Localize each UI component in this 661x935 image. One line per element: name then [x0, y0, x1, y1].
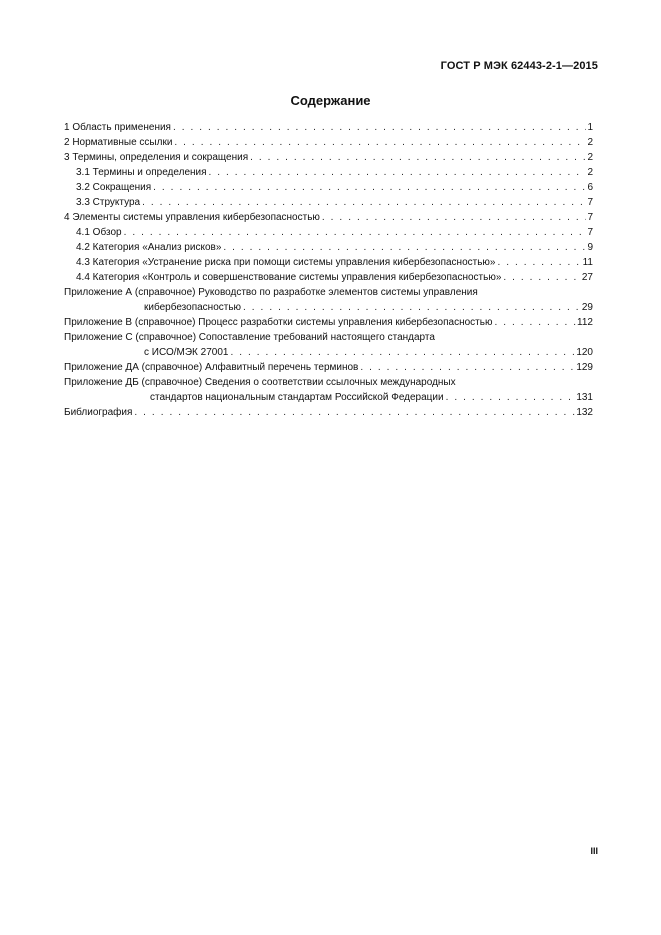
toc-page-number: 7 [587, 197, 593, 208]
toc-page-number: 29 [581, 302, 593, 313]
toc-entry-4-4[interactable] [64, 270, 593, 285]
toc-entry-text: кибербезопасностью [144, 302, 242, 313]
toc-page-number: 9 [587, 242, 593, 253]
dot-leader [503, 270, 580, 285]
toc-entry-text: Приложение В (справочное) Процесс разработки системы управления кибербезопасностью [64, 317, 493, 328]
dot-leader [174, 135, 586, 150]
toc-page-number: 2 [587, 167, 593, 178]
toc-entry-appendix-db[interactable] [64, 375, 593, 405]
toc-entry-appendix-a[interactable] [64, 285, 593, 315]
toc-entry-3-2[interactable] [64, 180, 593, 195]
toc-page-number: 11 [582, 257, 593, 268]
toc-entry-text: стандартов национальным стандартам Российской Федерации [150, 392, 444, 403]
toc-page-number: 112 [577, 317, 593, 328]
toc-entry-appendix-da[interactable] [64, 360, 593, 375]
toc-page-number: 2 [587, 152, 593, 163]
toc-entry-4[interactable] [64, 210, 593, 225]
toc-entry-3[interactable] [64, 150, 593, 165]
toc-entry-4-1[interactable] [64, 225, 593, 240]
toc-entry-text: 4.1 Обзор [76, 227, 122, 238]
toc-page-number: 132 [576, 407, 593, 418]
toc-entry-text: 3.2 Сокращения [76, 182, 152, 193]
toc-page-number: 120 [576, 347, 593, 358]
toc-entry-text: 4.4 Категория «Контроль и совершенствование системы управления кибербезопасностью» [76, 272, 502, 283]
toc-entry-4-3[interactable] [64, 255, 593, 270]
toc-entry-first-line: Приложение С (справочное) Сопоставление требований настоящего стандарта [64, 332, 435, 343]
dot-leader [153, 180, 586, 195]
dot-leader [446, 390, 576, 405]
toc-entry-text: 2 Нормативные ссылки [64, 137, 173, 148]
toc-page-number: 7 [587, 227, 593, 238]
page-title: Содержание [290, 93, 371, 108]
toc-entry-text: 4 Элементы системы управления кибербезопасностью [64, 212, 320, 223]
dot-leader [173, 120, 586, 135]
toc-entry-2[interactable] [64, 135, 593, 150]
toc-entry-text: с ИСО/МЭК 27001 [144, 347, 229, 358]
toc-page-number: 6 [587, 182, 593, 193]
dot-leader [209, 165, 587, 180]
toc-entry-text: Библиография [64, 407, 133, 418]
toc-entry-3-3[interactable] [64, 195, 593, 210]
toc-page-number: 129 [576, 362, 593, 373]
dot-leader [134, 405, 575, 420]
toc-entry-first-line: Приложение ДБ (справочное) Сведения о соответствии ссылочных международных [64, 377, 456, 388]
toc-entry-3-1[interactable] [64, 165, 593, 180]
toc-entry-bibliography[interactable] [64, 405, 593, 420]
toc-entry-text: 3.3 Структура [76, 197, 141, 208]
page-number: III [590, 846, 598, 856]
toc-entry-text: Приложение ДА (справочное) Алфавитный перечень терминов [64, 362, 359, 373]
toc-entry-text: 4.2 Категория «Анализ рисков» [76, 242, 222, 253]
toc-entry-first-line: Приложение А (справочное) Руководство по разработке элементов системы управления [64, 287, 478, 298]
dot-leader [322, 210, 587, 225]
dot-leader [223, 240, 586, 255]
toc-entry-text: 3.1 Термины и определения [76, 167, 207, 178]
standard-designation: ГОСТ Р МЭК 62443-2-1—2015 [440, 60, 598, 72]
toc-entry-text: 4.3 Категория «Устранение риска при помощи системы управления кибербезопасностью» [76, 257, 496, 268]
toc-page-number: 1 [587, 122, 593, 133]
toc-entry-1[interactable] [64, 120, 593, 135]
toc-entry-text: 3 Термины, определения и сокращения [64, 152, 249, 163]
toc-page-number: 2 [587, 137, 593, 148]
dot-leader [124, 225, 587, 240]
toc-entry-appendix-c[interactable] [64, 330, 593, 360]
dot-leader [494, 315, 576, 330]
dot-leader [243, 300, 581, 315]
dot-leader [498, 255, 582, 270]
table-of-contents [64, 120, 593, 420]
toc-entry-text: 1 Область применения [64, 122, 171, 133]
dot-leader [230, 345, 575, 360]
toc-page-number: 27 [581, 272, 593, 283]
dot-leader [360, 360, 575, 375]
toc-entry-appendix-b[interactable] [64, 315, 593, 330]
dot-leader [250, 150, 586, 165]
toc-entry-4-2[interactable] [64, 240, 593, 255]
toc-page-number: 7 [587, 212, 593, 223]
toc-page-number: 131 [576, 392, 593, 403]
dot-leader [142, 195, 586, 210]
